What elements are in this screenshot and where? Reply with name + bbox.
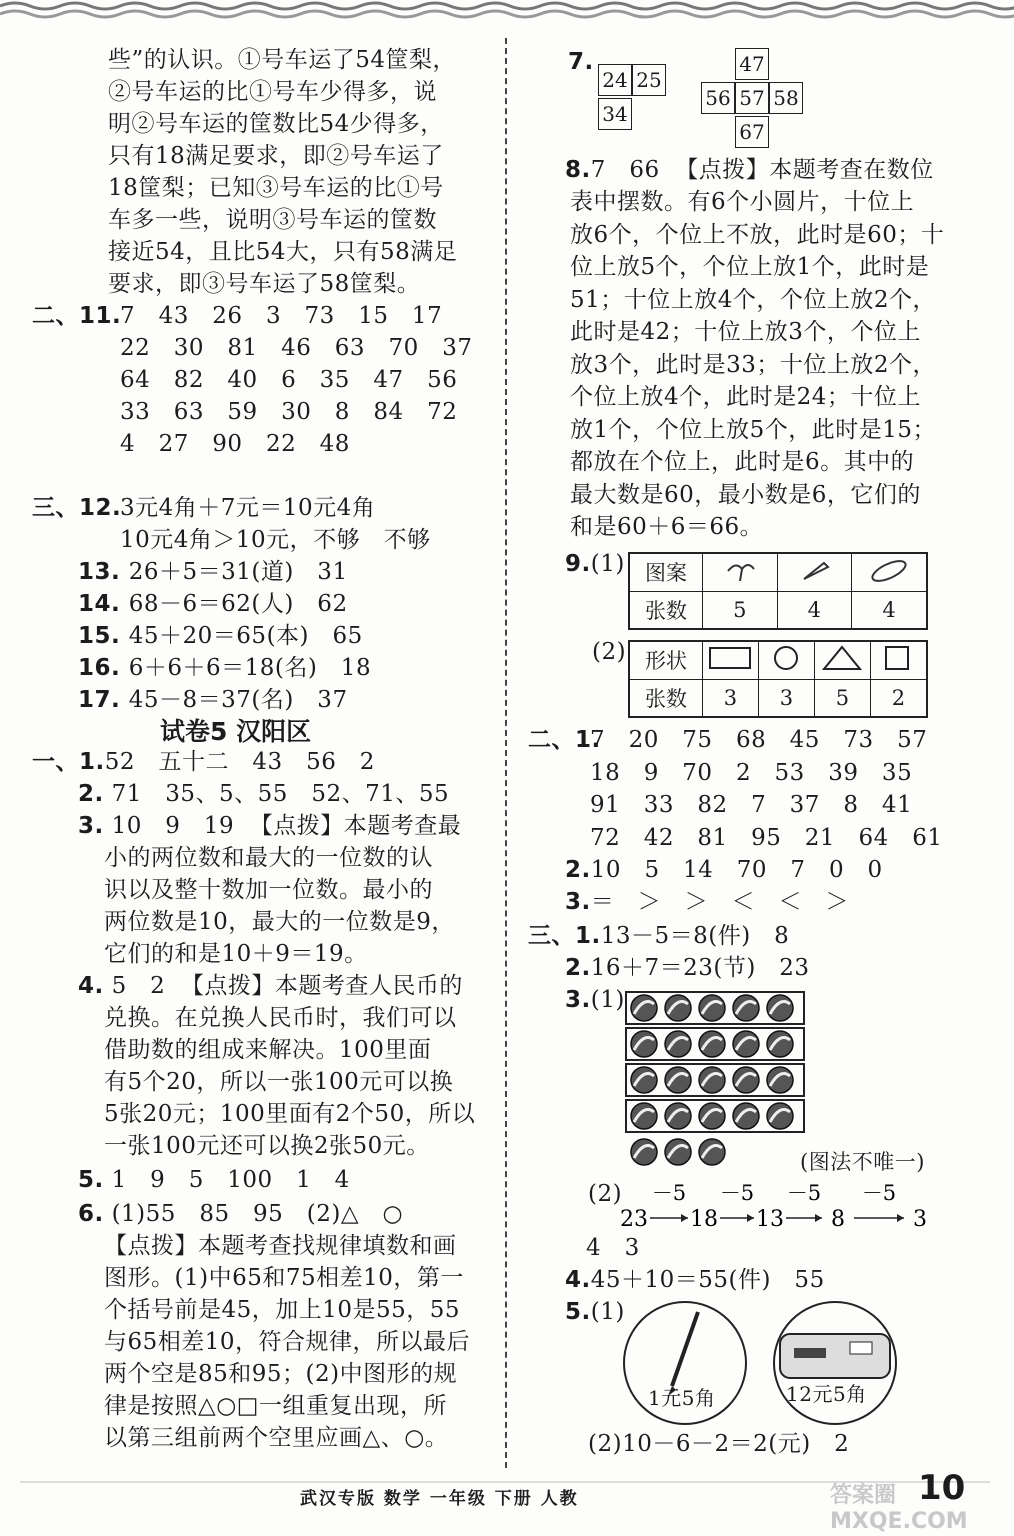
left-s2-row-1: 7 43 26 3 73 15 17	[120, 303, 443, 329]
pencil-case-icon	[780, 1334, 890, 1378]
bead	[665, 1139, 691, 1165]
right-s2-row-1: 7 20 75 68 45 73 57	[590, 727, 928, 753]
bead	[631, 1067, 657, 1093]
t1-head: 图案	[629, 553, 703, 591]
right-s3-q2: 2.16＋7＝23(节) 23	[565, 955, 810, 981]
e6-line-2: 图形。(1)中65和75相差10，第一	[104, 1265, 464, 1291]
q8-line-7: 个位上放4个，此时是24；十位上	[570, 384, 921, 410]
bead	[665, 1103, 691, 1129]
q8-line-8: 放1个，个位上放5个，此时是15；	[570, 416, 937, 443]
e4-line-4: 5张20元；100里面有2个50，所以	[104, 1101, 476, 1127]
chain-arrowhead	[897, 1214, 904, 1222]
t1-val-2: 4	[777, 591, 852, 629]
q7-cell-57: 57	[735, 82, 769, 114]
exam-title: 试卷5 汉阳区	[160, 717, 312, 746]
t2-val-2: 3	[758, 679, 814, 717]
intro-line-1: 些”的认识。①号车运了54筐梨，	[108, 47, 457, 73]
pinwheel-icon	[703, 553, 778, 591]
e3-line-2: 识以及整十数加一位数。最小的	[104, 877, 433, 903]
left-s3-item-3: 15. 45＋20＝65(本) 65	[78, 623, 363, 649]
t1-val-3: 4	[852, 591, 927, 629]
bead	[767, 1067, 793, 1093]
q7-cell-56: 56	[701, 82, 735, 114]
chain-arrowhead	[747, 1214, 754, 1222]
bead	[699, 1139, 725, 1165]
e6-line-3: 个括号前是45，加上10是55，55	[104, 1297, 461, 1323]
left-s3-line-1: 3元4角＋7元＝10元4角	[120, 495, 376, 521]
right-section-2-label: 二、1.	[528, 727, 601, 753]
bead	[767, 1031, 793, 1057]
bead	[733, 995, 759, 1021]
t2-val-1: 3	[703, 679, 759, 717]
q7-cell-25: 25	[632, 64, 666, 96]
intro-line-3: 明②号车运的筐数比54少得多，	[108, 111, 444, 137]
right-s2-row-3: 91 33 82 7 37 8 41	[590, 792, 913, 818]
t1-row-label: 张数	[629, 591, 703, 629]
right-s3-q5-part2: (2)10－6－2＝2(元) 2	[588, 1431, 850, 1457]
bead	[699, 1031, 725, 1057]
t2-row-label: 张数	[629, 679, 703, 717]
q8-line-4: 51；十位上放4个，个位上放2个，	[570, 286, 937, 313]
chain-part-label: (2)	[588, 1181, 623, 1207]
e4-line-1: 兑换。在兑换人民币时，我们可以	[104, 1005, 457, 1031]
intro-line-8: 要求，即③号车运了58筐梨。	[108, 271, 421, 297]
chain-operation: －5	[861, 1181, 897, 1205]
footer-text: 武汉专版 数学 一年级 下册 人教	[300, 1489, 579, 1509]
circle-icon	[758, 641, 814, 679]
page-number: 10	[918, 1468, 966, 1508]
q7-label: 7.	[568, 49, 594, 75]
bead	[733, 1067, 759, 1093]
chain-number: 8	[831, 1207, 845, 1232]
right-s2-row-2: 18 9 70 2 53 39 35	[590, 759, 913, 786]
price-pencil-case: 12元5角	[786, 1382, 867, 1406]
chain-number: 3	[913, 1207, 927, 1232]
left-s2-row-3: 64 82 40 6 35 47 56	[120, 367, 458, 393]
q8-line-6: 放3个，此时是33；十位上放2个，	[570, 351, 937, 378]
e4-line-2: 借助数的组成来解决。100里面	[104, 1037, 432, 1063]
q8: 8.7 66 【点拨】本题考查在数位	[565, 157, 934, 183]
bead	[665, 995, 691, 1021]
q9-part2-label: (2)	[592, 639, 627, 665]
intro-line-7: 接近54，且比54大，只有58满足	[108, 239, 458, 265]
q7-cell-47: 47	[735, 48, 769, 80]
chain-number: 23	[620, 1207, 648, 1232]
intro-line-5: 18筐梨；已知③号车运的比①号	[108, 175, 444, 201]
e6-line-4: 与65相差10，符合规律，所以最后	[104, 1329, 471, 1355]
left-s2-row-2: 22 30 81 46 63 70 37	[120, 335, 473, 361]
q9-table-1	[628, 552, 928, 630]
rectangle-icon	[703, 641, 759, 679]
bead	[733, 1103, 759, 1129]
q8-line-3: 位上放5个，个位上放1个，此时是	[570, 254, 930, 280]
exam-q2: 2. 71 35、5、55 52、71、55	[78, 781, 450, 807]
chain-operation: －5	[651, 1181, 687, 1205]
right-s3-q5: 5.(1)	[565, 1299, 625, 1325]
left-s3-item-5: 17. 45－8＝37(名) 37	[78, 687, 348, 713]
exam-q6: 6. (1)55 85 95 (2)△ ○	[78, 1201, 404, 1227]
q8-line-11: 和是60＋6＝66。	[570, 514, 764, 540]
q7-cell-24: 24	[598, 64, 632, 96]
q7-cell-58: 58	[769, 82, 803, 114]
e6-line-7: 以第三组前两个空里应画△、○。	[104, 1425, 449, 1451]
right-s3-q3: 3.(1)	[565, 987, 625, 1013]
bead	[665, 1067, 691, 1093]
top-wave-border	[0, 0, 1014, 30]
e3-line-3: 两位数是10，最大的一位数是9，	[104, 909, 455, 935]
bead	[699, 1067, 725, 1093]
exam-q5: 5. 1 9 5 100 1 4	[78, 1167, 350, 1193]
q7-cell-67: 67	[735, 116, 769, 148]
q8-line-10: 最大数是60，最小数是6，它们的	[570, 481, 921, 508]
exam-q1: 一、1.52 五十二 43 56 2	[32, 749, 375, 775]
subtraction-chain	[620, 1180, 940, 1234]
left-s2-row-4: 33 63 59 30 8 84 72	[120, 399, 458, 425]
q9-table-2	[628, 640, 928, 718]
intro-line-4: 只有18满足要求，即②号车运了	[108, 143, 444, 169]
chain-operation: －5	[786, 1181, 822, 1205]
chain-number: 18	[690, 1207, 718, 1232]
q7-cell-34: 34	[598, 98, 632, 130]
e6-line-6: 律是按照△○□一组重复出现，所	[104, 1393, 447, 1419]
bead-diagram	[624, 988, 814, 1174]
column-divider	[505, 38, 507, 1468]
q8-line-1: 表中摆数。有6个小圆片，十位上	[570, 189, 915, 215]
left-s3-item-2: 14. 68－6＝62(人) 62	[78, 591, 348, 617]
e6-line-1: 【点拨】本题考查找规律填数和画	[104, 1233, 457, 1259]
bead	[631, 1031, 657, 1057]
bead	[631, 1103, 657, 1129]
left-s3-line-2: 10元4角＞10元，不够 不够	[120, 527, 431, 553]
square-icon	[870, 641, 927, 679]
left-section-3-label: 三、12.	[32, 495, 122, 521]
triangle-icon	[814, 641, 870, 679]
watermark: 答案圈 MXQE.COM	[830, 1483, 968, 1534]
right-s2-q2: 2.10 5 14 70 7 0 0	[565, 857, 883, 883]
intro-line-2: ②号车运的比①号车少得多，说	[108, 79, 437, 105]
q8-line-5: 此时是42；十位上放3个，个位上	[570, 319, 921, 345]
t2-val-4: 2	[870, 679, 927, 717]
chain-arrowhead	[681, 1214, 688, 1222]
left-s3-item-4: 16. 6＋6＋6＝18(名) 18	[78, 655, 372, 681]
intro-line-6: 车多一些，说明③号车运的筐数	[108, 207, 437, 233]
bead	[699, 995, 725, 1021]
bead-note: (图法不唯一)	[800, 1150, 925, 1174]
e3-line-1: 小的两位数和最大的一位数的认	[104, 845, 433, 871]
chain-operation: －5	[719, 1181, 755, 1205]
q8-line-2: 放6个，个位上不放，此时是60；十	[570, 221, 945, 248]
q9-label: 9.(1)	[565, 551, 625, 577]
leaf-icon	[852, 553, 927, 591]
e4-line-5: 一张100元还可以换2张50元。	[104, 1133, 430, 1159]
price-pencil: 1元5角	[648, 1386, 716, 1410]
left-section-2-label: 二、11.	[32, 303, 122, 329]
chain-answer: 4 3	[586, 1235, 640, 1261]
q8-line-9: 都放在个位上，此时是6。其中的	[570, 449, 915, 475]
left-s3-item-1: 13. 26＋5＝31(道) 31	[78, 559, 348, 585]
right-s3-q1: 三、1.13－5＝8(件) 8	[528, 923, 790, 949]
exam-q4: 4. 5 2 【点拨】本题考查人民币的	[78, 973, 463, 999]
e6-line-5: 两个空是85和95；(2)中图形的规	[104, 1361, 458, 1387]
t2-head: 形状	[629, 641, 703, 679]
carrot-icon	[777, 553, 852, 591]
bead	[665, 1031, 691, 1057]
bead	[733, 1031, 759, 1057]
e4-line-3: 有5个20，所以一张100元可以换	[104, 1069, 454, 1095]
right-s3-q4: 4.45＋10＝55(件) 55	[565, 1267, 825, 1293]
right-s2-q3: 3.＝ ＞ ＞ ＜ ＜ ＞	[565, 889, 849, 915]
exam-q3: 3. 10 9 19 【点拨】本题考查最	[78, 813, 462, 839]
bead	[631, 995, 657, 1021]
t1-val-1: 5	[703, 591, 778, 629]
t2-val-3: 5	[814, 679, 870, 717]
bead	[767, 1103, 793, 1129]
left-s2-row-5: 4 27 90 22 48	[120, 431, 350, 457]
bead	[631, 1139, 657, 1165]
chain-number: 13	[756, 1207, 784, 1232]
right-s2-row-4: 72 42 81 95 21 64 61	[590, 824, 943, 851]
bead	[767, 995, 793, 1021]
bead	[699, 1103, 725, 1129]
e3-line-4: 它们的和是10＋9＝19。	[104, 941, 368, 967]
chain-arrowhead	[815, 1214, 822, 1222]
